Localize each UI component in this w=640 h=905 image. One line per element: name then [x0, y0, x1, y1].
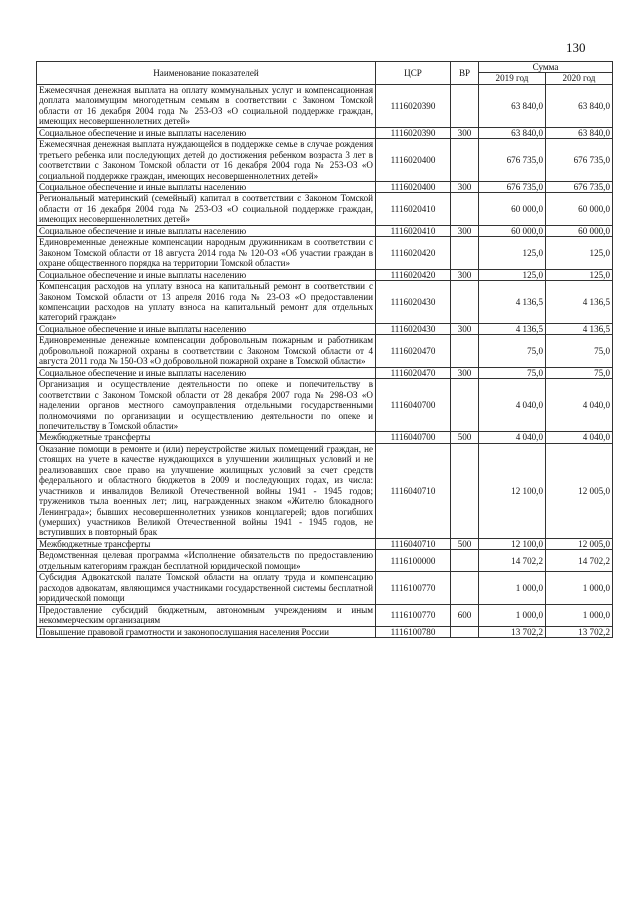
table-row: [37, 127, 613, 138]
row-sum-2019: 1 000,0: [479, 572, 546, 604]
row-sum-2019: 4 136,5: [479, 323, 546, 334]
row-sum-2020: 1 000,0: [546, 604, 613, 626]
row-sum-2020: 4 136,5: [546, 323, 613, 334]
row-vr: 500: [451, 538, 479, 549]
budget-table: [36, 61, 613, 638]
row-sum-2019: 125,0: [479, 269, 546, 280]
row-csr: 1116020470: [376, 367, 451, 378]
row-vr: 300: [451, 127, 479, 138]
row-sum-2019: 60 000,0: [479, 225, 546, 236]
row-sum-2019: 4 040,0: [479, 432, 546, 443]
row-csr: 1116040700: [376, 432, 451, 443]
row-sum-2020: 4 136,5: [546, 281, 613, 324]
row-name: Компенсация расходов на уплату взноса на капитальный ремонт в соответствии с Законом Томской области от 13 апреля 2016 года № 23-ОЗ «О предоставлении компенсации расходов на уплату взноса на капитальный ремонт для отдельных категорий граждан»: [37, 281, 376, 324]
row-sum-2020: 676 735,0: [546, 139, 613, 182]
table-row: [37, 432, 613, 443]
table-row: [37, 335, 613, 367]
row-csr: 1116100000: [376, 550, 451, 572]
row-sum-2020: 4 040,0: [546, 432, 613, 443]
row-vr: [451, 379, 479, 432]
row-vr: [451, 335, 479, 367]
row-sum-2019: 14 702,2: [479, 550, 546, 572]
table-row: [37, 550, 613, 572]
row-sum-2020: 60 000,0: [546, 193, 613, 225]
table-row: [37, 139, 613, 182]
table-row: [37, 443, 613, 538]
row-vr: 300: [451, 269, 479, 280]
row-name: Повышение правовой грамотности и законопослушания населения России: [37, 626, 376, 637]
header-csr: ЦСР: [376, 62, 451, 85]
row-sum-2019: 1 000,0: [479, 604, 546, 626]
row-sum-2020: 75,0: [546, 335, 613, 367]
table-row: [37, 237, 613, 269]
row-vr: [451, 237, 479, 269]
row-sum-2020: 676 735,0: [546, 181, 613, 192]
row-sum-2020: 63 840,0: [546, 84, 613, 127]
row-name: Организация и осуществление деятельности по опеке и попечительству в соответствии с Законом Томской области от 28 декабря 2007 года № 298-ОЗ «О наделении органов местного самоуправления отдельными государственными полномочиями по организации и осуществлению деятельности по опеке и попечительству в Томской области»: [37, 379, 376, 432]
row-vr: 300: [451, 323, 479, 334]
row-sum-2019: 60 000,0: [479, 193, 546, 225]
row-csr: 1116040710: [376, 538, 451, 549]
row-name: Оказание помощи в ремонте и (или) переустройстве жилых помещений граждан, не стоящих на учете в качестве нуждающихся в улучшении жилищных условий и не реализовавших свое право на улучшение жилищных условий за счет средств федерального и областного бюджетов в 2009 и последующих годах, из числа: участников и инвалидов Великой Отечественной войны 1941 - 1945 годов; тружеников тыла военных лет; лиц, награжденных знаком «Жителю блокадного Ленинграда»; бывших несовершеннолетних узников концлагерей; вдов погибших (умерших) участников Великой Отечественной войны 1941 - 1945 годов, не вступивших в повторный брак: [37, 443, 376, 538]
row-sum-2019: 12 100,0: [479, 538, 546, 549]
row-sum-2019: 63 840,0: [479, 84, 546, 127]
row-name: Социальное обеспечение и иные выплаты населению: [37, 269, 376, 280]
row-sum-2019: 63 840,0: [479, 127, 546, 138]
row-csr: 1116020430: [376, 323, 451, 334]
table-row: [37, 84, 613, 127]
row-sum-2020: 125,0: [546, 237, 613, 269]
row-vr: [451, 626, 479, 637]
row-name: Межбюджетные трансферты: [37, 432, 376, 443]
row-csr: 1116020400: [376, 139, 451, 182]
row-csr: 1116020420: [376, 269, 451, 280]
row-name: Социальное обеспечение и иные выплаты населению: [37, 181, 376, 192]
row-sum-2019: 75,0: [479, 367, 546, 378]
row-sum-2019: 4 040,0: [479, 379, 546, 432]
row-csr: 1116100780: [376, 626, 451, 637]
row-name: Социальное обеспечение и иные выплаты населению: [37, 225, 376, 236]
row-vr: 300: [451, 181, 479, 192]
table-row: [37, 193, 613, 225]
row-vr: [451, 139, 479, 182]
row-sum-2020: 13 702,2: [546, 626, 613, 637]
row-name: Межбюджетные трансферты: [37, 538, 376, 549]
header-year-2020: 2020 год: [546, 73, 613, 84]
header-year-2019: 2019 год: [479, 73, 546, 84]
table-row: [37, 269, 613, 280]
header-sum: Сумма: [479, 62, 613, 73]
row-sum-2019: 13 702,2: [479, 626, 546, 637]
row-csr: 1116040710: [376, 443, 451, 538]
row-vr: 300: [451, 225, 479, 236]
table-body: [37, 84, 613, 637]
header-vr: ВР: [451, 62, 479, 85]
row-sum-2019: 676 735,0: [479, 181, 546, 192]
row-vr: [451, 84, 479, 127]
row-csr: 1116020390: [376, 84, 451, 127]
row-vr: [451, 281, 479, 324]
header-name: Наименование показателей: [37, 62, 376, 85]
row-csr: 1116020410: [376, 193, 451, 225]
row-name: Единовременные денежные компенсации народным дружинникам в соответствии с Законом Томской области от 18 августа 2014 года № 120-ОЗ «Об участии граждан в охране общественного порядка на территории Томской области»: [37, 237, 376, 269]
row-name: Региональный материнский (семейный) капитал в соответствии с Законом Томской области от 16 декабря 2004 года № 253-ОЗ «О социальной поддержке граждан, имеющих несовершеннолетних детей»: [37, 193, 376, 225]
row-vr: [451, 443, 479, 538]
row-csr: 1116020420: [376, 237, 451, 269]
table-row: [37, 538, 613, 549]
row-sum-2019: 12 100,0: [479, 443, 546, 538]
row-name: Социальное обеспечение и иные выплаты населению: [37, 367, 376, 378]
row-name: Ежемесячная денежная выплата нуждающейся в поддержке семье в случае рождения третьего ребенка или последующих детей до достижения ребенком возраста 3 лет в соответствии с Законом Томской области от 16 декабря 2004 года № 253-ОЗ «О социальной поддержке граждан, имеющих несовершеннолетних детей»: [37, 139, 376, 182]
row-sum-2020: 75,0: [546, 367, 613, 378]
row-sum-2020: 60 000,0: [546, 225, 613, 236]
table-row: [37, 379, 613, 432]
row-csr: 1116020390: [376, 127, 451, 138]
table-row: [37, 626, 613, 637]
row-name: Предоставление субсидий бюджетным, автономным учреждениям и иным некоммерческим организациям: [37, 604, 376, 626]
row-csr: 1116100770: [376, 604, 451, 626]
row-csr: 1116040700: [376, 379, 451, 432]
row-vr: [451, 193, 479, 225]
row-csr: 1116100770: [376, 572, 451, 604]
row-vr: 300: [451, 367, 479, 378]
row-sum-2020: 125,0: [546, 269, 613, 280]
table-row: [37, 572, 613, 604]
row-csr: 1116020470: [376, 335, 451, 367]
row-csr: 1116020400: [376, 181, 451, 192]
row-sum-2020: 12 005,0: [546, 443, 613, 538]
table-row: [37, 604, 613, 626]
row-sum-2019: 4 136,5: [479, 281, 546, 324]
table-row: [37, 367, 613, 378]
row-vr: 600: [451, 604, 479, 626]
table-header-row: [37, 62, 613, 73]
row-sum-2020: 1 000,0: [546, 572, 613, 604]
row-name: Ежемесячная денежная выплата на оплату коммунальных услуг и компенсационная доплата малоимущим многодетным семьям в соответствии с Законом Томской области от 16 декабря 2004 года № 253-ОЗ «О социальной поддержке граждан, имеющих несовершеннолетних детей»: [37, 84, 376, 127]
row-vr: [451, 572, 479, 604]
row-name: Социальное обеспечение и иные выплаты населению: [37, 127, 376, 138]
table-row: [37, 225, 613, 236]
row-sum-2019: 676 735,0: [479, 139, 546, 182]
row-name: Субсидия Адвокатской палате Томской области на оплату труда и компенсацию расходов адвокатам, являющимся участниками государственной системы бесплатной юридической помощи: [37, 572, 376, 604]
row-vr: [451, 550, 479, 572]
row-sum-2019: 125,0: [479, 237, 546, 269]
table-row: [37, 181, 613, 192]
row-name: Единовременные денежные компенсации добровольным пожарным и работникам добровольной пожарной охраны в соответствии с Законом Томской области от 4 августа 2011 года № 150-ОЗ «О добровольной пожарной охране в Томской области»: [37, 335, 376, 367]
row-csr: 1116020410: [376, 225, 451, 236]
row-sum-2020: 63 840,0: [546, 127, 613, 138]
row-name: Социальное обеспечение и иные выплаты населению: [37, 323, 376, 334]
table-row: [37, 281, 613, 324]
table-row: [37, 323, 613, 334]
page-number: 130: [566, 40, 586, 55]
row-vr: 500: [451, 432, 479, 443]
row-name: Ведомственная целевая программа «Исполнение обязательств по предоставлению отдельным категориям граждан бесплатной юридической помощи»: [37, 550, 376, 572]
row-sum-2019: 75,0: [479, 335, 546, 367]
row-sum-2020: 4 040,0: [546, 379, 613, 432]
row-sum-2020: 12 005,0: [546, 538, 613, 549]
row-csr: 1116020430: [376, 281, 451, 324]
row-sum-2020: 14 702,2: [546, 550, 613, 572]
